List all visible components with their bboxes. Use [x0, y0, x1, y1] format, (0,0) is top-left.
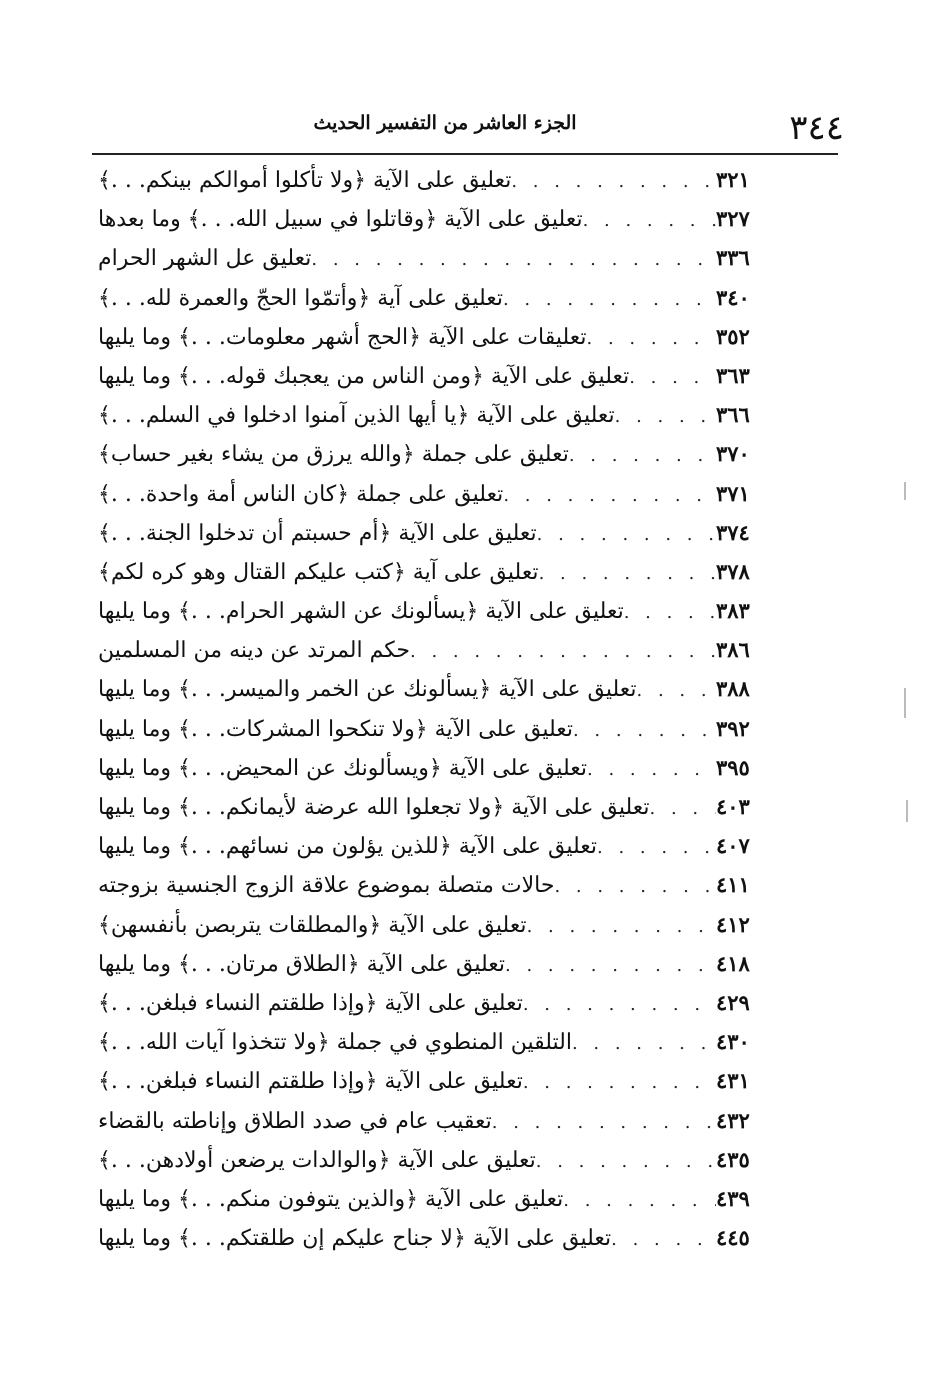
toc-row: [90, 199, 786, 238]
toc-row: [90, 513, 786, 552]
toc-page: ٤١١: [716, 872, 750, 898]
toc-page: ٤٠٧: [716, 833, 750, 859]
toc-title: تعليق عل الشهر الحرام: [98, 246, 312, 272]
toc-leader: [503, 476, 716, 515]
toc-row: [90, 709, 786, 748]
toc-row: [90, 356, 786, 395]
scan-margin-mark: [904, 482, 906, 500]
toc-leader: [563, 1181, 716, 1220]
toc-leader: [629, 358, 716, 397]
toc-page: ٣٧٨: [716, 558, 750, 584]
running-title: الجزء العاشر من التفسير الحديث: [313, 112, 577, 134]
toc-row: [90, 630, 786, 669]
toc-page: ٤٣٠: [716, 1029, 750, 1055]
toc-leader: [583, 201, 716, 240]
toc-page: ٣٦٣: [716, 362, 750, 388]
toc-title: تعليق على الآية ﴿ولا تجعلوا الله عرضة لأيمانكم. . .﴾ وما يليها: [98, 795, 650, 820]
toc-page: ٣٤٠: [716, 284, 750, 310]
toc-page: ٤٣٢: [716, 1107, 750, 1133]
toc-title: تعليق على الآية ﴿وإذا طلقتم النساء فبلغن. . .﴾: [98, 1069, 523, 1095]
toc-leader: [637, 671, 716, 710]
toc-row: [90, 1022, 786, 1061]
toc-title: تعليق على الآية ﴿ويسألونك عن المحيض. . .﴾ وما يليها: [98, 755, 588, 781]
toc-leader: [569, 436, 716, 475]
toc-page: ٣٧٠: [716, 441, 750, 467]
toc-row: [90, 552, 786, 591]
toc-title: تعليق على جملة ﴿والله يرزق من يشاء بغير حساب﴾: [98, 442, 569, 468]
toc-row: [90, 160, 786, 199]
toc-title: تعليق على الآية ﴿لا جناح عليكم إن طلقتكم. . .﴾ وما يليها: [98, 1226, 612, 1252]
toc-title: تعليق على الآية ﴿ولا تأكلوا أموالكم بينكم. . .﴾: [98, 168, 512, 193]
toc-row: [90, 865, 786, 904]
toc-row: [90, 1179, 786, 1218]
toc-page: ٣٢١: [716, 167, 750, 192]
toc-row: [90, 826, 786, 865]
toc-title: تعليق على الآية ﴿يا أيها الذين آمنوا ادخلوا في السلم. . .﴾: [98, 403, 615, 429]
toc-row: [90, 1101, 786, 1140]
toc-title: تعليقات على الآية ﴿الحج أشهر معلومات. . .﴾ وما يليها: [98, 324, 587, 350]
toc-row: [90, 434, 786, 473]
toc-leader: [611, 1220, 716, 1259]
toc-title: تعليق على الآية ﴿الطلاق مرتان. . .﴾ وما يليها: [98, 951, 505, 977]
toc-page: ٣٨٣: [716, 598, 750, 624]
toc-leader: [554, 867, 716, 906]
toc-title: تعليق على الآية ﴿وإذا طلقتم النساء فبلغن. . .﴾: [98, 990, 523, 1016]
scan-margin-mark: [906, 800, 908, 822]
toc-leader: [410, 632, 716, 671]
toc-row: [90, 983, 786, 1022]
toc-row: [90, 1061, 786, 1100]
page-number: ٣٤٤: [789, 108, 844, 148]
toc-title: تعليق على الآية ﴿وقاتلوا في سبيل الله. . .﴾ وما بعدها: [98, 207, 583, 233]
toc-leader: [523, 1063, 716, 1102]
toc-page: ٣٩٥: [716, 754, 750, 780]
toc-leader: [572, 1024, 716, 1063]
toc-leader: [311, 240, 716, 279]
scan-margin-mark: [904, 688, 906, 718]
toc-title: تعليق على الآية ﴿يسألونك عن الخمر والميسر. . .﴾ وما يليها: [98, 677, 637, 703]
toc-leader: [624, 593, 716, 632]
toc-leader: [505, 946, 716, 985]
toc-title: تعليق على آية ﴿وأتمّوا الحجّ والعمرة لله. . .﴾: [98, 285, 503, 311]
toc-row: [90, 474, 786, 513]
toc-title: تعليق على جملة ﴿كان الناس أمة واحدة. . .﴾: [98, 481, 504, 507]
toc-leader: [539, 554, 716, 593]
toc-page: ٣٧٤: [716, 519, 750, 545]
toc-title: تعليق على آية ﴿كتب عليكم القتال وهو كره لكم﴾: [98, 559, 539, 585]
toc-row: [90, 944, 786, 983]
toc-leader: [492, 1103, 716, 1142]
toc-leader: [527, 907, 716, 946]
toc-title: حالات متصلة بموضوع علاقة الزوج الجنسية بزوجته: [98, 873, 555, 899]
toc-leader: [615, 397, 716, 436]
toc-row: [90, 748, 786, 787]
toc-row: [90, 395, 786, 434]
table-of-contents: [90, 160, 786, 1257]
toc-title: التلقين المنطوي في جملة ﴿ولا تتخذوا آيات الله. . .﴾: [98, 1030, 572, 1056]
toc-row: [90, 787, 786, 826]
toc-page: ٣٣٦: [716, 245, 750, 271]
toc-title: تعليق على الآية ﴿أم حسبتم أن تدخلوا الجنة. . .﴾: [98, 520, 537, 546]
toc-leader: [573, 711, 716, 750]
toc-page: ٤١٢: [716, 911, 750, 937]
toc-page: ٣٧١: [716, 480, 750, 506]
toc-title: تعليق على الآية ﴿ولا تنكحوا المشركات. . .﴾ وما يليها: [98, 716, 573, 742]
toc-row: [90, 1218, 786, 1257]
toc-leader: [523, 985, 716, 1024]
toc-leader: [503, 280, 716, 319]
toc-row: [90, 238, 786, 277]
toc-row: [90, 317, 786, 356]
toc-page: ٣٢٧: [716, 206, 750, 232]
toc-page: ٤٣١: [716, 1068, 750, 1094]
toc-title: تعليق على الآية ﴿يسألونك عن الشهر الحرام. . .﴾ وما يليها: [98, 599, 624, 625]
toc-page: ٤٣٥: [716, 1146, 750, 1172]
toc-page: ٤٤٥: [716, 1225, 750, 1251]
toc-title: تعليق على الآية ﴿والمطلقات يتربصن بأنفسهن﴾: [98, 912, 527, 938]
toc-title: تعليق على الآية ﴿ومن الناس من يعجبك قوله. . .﴾ وما يليها: [98, 363, 630, 389]
toc-row: [90, 905, 786, 944]
toc-title: تعليق على الآية ﴿للذين يؤلون من نسائهم. . .﴾ وما يليها: [98, 834, 598, 860]
toc-row: [90, 1140, 786, 1179]
toc-row: [90, 591, 786, 630]
toc-title: تعليق على الآية ﴿والذين يتوفون منكم. . .﴾ وما يليها: [98, 1186, 564, 1212]
toc-page: ٣٩٢: [716, 715, 750, 741]
toc-page: ٣٨٦: [716, 637, 750, 663]
toc-leader: [536, 1142, 716, 1181]
toc-page: ٣٥٢: [716, 323, 750, 349]
toc-leader: [650, 789, 716, 828]
toc-page: ٣٨٨: [716, 676, 750, 702]
toc-leader: [537, 515, 716, 554]
toc-page: ٤١٨: [716, 950, 750, 976]
toc-page: ٣٦٦: [716, 402, 750, 428]
toc-row: [90, 278, 786, 317]
toc-title: تعليق على الآية ﴿والوالدات يرضعن أولادهن. . .﴾: [98, 1147, 536, 1173]
toc-leader: [597, 828, 716, 867]
toc-leader: [587, 319, 716, 358]
toc-leader: [511, 162, 716, 201]
toc-page: ٤٠٣: [716, 794, 750, 819]
toc-page: ٤٣٩: [716, 1185, 750, 1211]
toc-row: [90, 669, 786, 708]
toc-title: تعقيب عام في صدد الطلاق وإناطته بالقضاء: [98, 1108, 492, 1134]
toc-page: ٤٢٩: [716, 989, 750, 1015]
header-rule: [92, 153, 838, 155]
toc-leader: [587, 750, 716, 789]
toc-title: حكم المرتد عن دينه من المسلمين: [98, 638, 411, 664]
